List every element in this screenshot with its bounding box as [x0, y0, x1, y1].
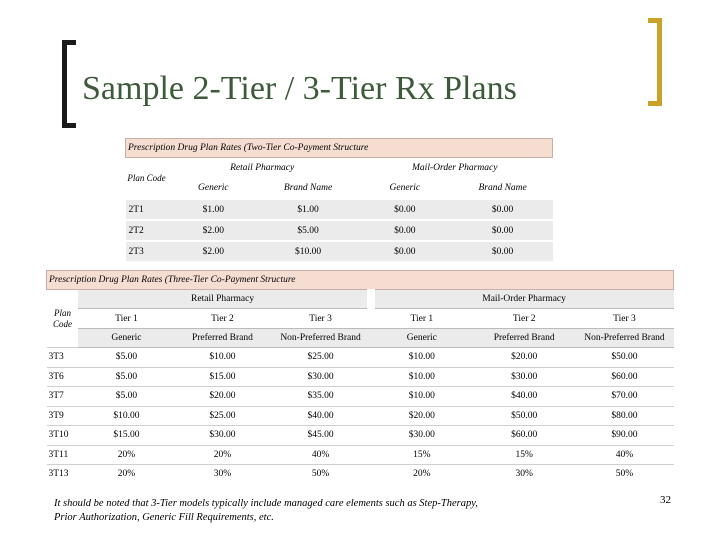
two-tier-sub-header: Brand Name	[259, 178, 357, 199]
rate-cell: $50.00	[575, 348, 673, 368]
two-tier-mail-header: Mail-Order Pharmacy	[357, 158, 553, 179]
three-tier-retail-header: Retail Pharmacy	[78, 290, 370, 309]
rate-cell: $40.00	[270, 406, 370, 426]
tier-header: Tier 2	[174, 309, 270, 329]
table-row	[47, 367, 674, 387]
rate-cell: $70.00	[575, 387, 673, 407]
rate-cell: $25.00	[174, 406, 270, 426]
rate-cell: 30%	[473, 465, 575, 484]
tier-header: Tier 2	[473, 309, 575, 329]
rate-cell: 15%	[473, 445, 575, 465]
type-header: Generic	[78, 329, 174, 348]
slide-title: Sample 2-Tier / 3-Tier Rx Plans	[82, 70, 517, 107]
right-bracket-decoration	[648, 18, 662, 106]
three-tier-table	[46, 270, 674, 484]
rate-cell: 40%	[575, 445, 673, 465]
rate-cell: $5.00	[78, 348, 174, 368]
type-header: Generic	[371, 329, 473, 348]
rate-cell: $30.00	[473, 367, 575, 387]
two-tier-retail-header: Retail Pharmacy	[167, 158, 357, 179]
rate-cell: $1.00	[167, 199, 259, 220]
three-tier-mail-header: Mail-Order Pharmacy	[371, 290, 674, 309]
table-row	[126, 199, 553, 220]
left-bracket-decoration	[62, 40, 76, 128]
rate-cell: $40.00	[473, 387, 575, 407]
rate-cell: 20%	[78, 445, 174, 465]
rate-cell: $10.00	[78, 406, 174, 426]
rate-cell: 40%	[270, 445, 370, 465]
rate-cell: $10.00	[259, 241, 357, 261]
rate-cell: $90.00	[575, 426, 673, 446]
type-header: Preferred Brand	[473, 329, 575, 348]
rate-cell: $50.00	[473, 406, 575, 426]
plan-code-cell: 2T3	[126, 241, 168, 261]
rate-cell: $30.00	[270, 367, 370, 387]
rate-cell: $10.00	[371, 387, 473, 407]
table-row	[47, 465, 674, 484]
rate-cell: $80.00	[575, 406, 673, 426]
rate-cell: $5.00	[259, 220, 357, 241]
plan-code-cell: 3T3	[47, 348, 79, 368]
rate-cell: $0.00	[357, 199, 453, 220]
table-row	[126, 220, 553, 241]
table-row	[47, 387, 674, 407]
rate-cell: $0.00	[453, 241, 553, 261]
two-tier-caption: Prescription Drug Plan Rates (Two-Tier Co-Payment Structure	[126, 139, 553, 158]
type-header: Non-Preferred Brand	[575, 329, 673, 348]
rate-cell: $2.00	[167, 220, 259, 241]
plan-code-cell: 3T9	[47, 406, 79, 426]
rate-cell: 30%	[174, 465, 270, 484]
tier-header: Tier 3	[270, 309, 370, 329]
rate-cell: $35.00	[270, 387, 370, 407]
type-header: Preferred Brand	[174, 329, 270, 348]
rate-cell: $15.00	[78, 426, 174, 446]
table-row	[126, 241, 553, 261]
rate-cell: $5.00	[78, 387, 174, 407]
plan-code-cell: 2T2	[126, 220, 168, 241]
table-row	[47, 445, 674, 465]
rate-cell: $25.00	[270, 348, 370, 368]
plan-code-cell: 3T10	[47, 426, 79, 446]
table-row	[47, 426, 674, 446]
rate-cell: $15.00	[174, 367, 270, 387]
rate-cell: $0.00	[453, 199, 553, 220]
rate-cell: 50%	[575, 465, 673, 484]
rate-cell: $10.00	[371, 348, 473, 368]
plan-code-cell: 3T13	[47, 465, 79, 484]
rate-cell: $10.00	[174, 348, 270, 368]
type-header: Non-Preferred Brand	[270, 329, 370, 348]
plan-code-cell: 3T7	[47, 387, 79, 407]
rate-cell: $60.00	[473, 426, 575, 446]
rate-cell: 20%	[371, 465, 473, 484]
rate-cell: $20.00	[371, 406, 473, 426]
rate-cell: $45.00	[270, 426, 370, 446]
rate-cell: $5.00	[78, 367, 174, 387]
rate-cell: $0.00	[453, 220, 553, 241]
rate-cell: 20%	[174, 445, 270, 465]
two-tier-sub-header: Generic	[167, 178, 259, 199]
plan-code-cell: 3T6	[47, 367, 79, 387]
tier-header: Tier 1	[78, 309, 174, 329]
rate-cell: $30.00	[174, 426, 270, 446]
plan-code-cell: 3T11	[47, 445, 79, 465]
rate-cell: 50%	[270, 465, 370, 484]
three-tier-caption: Prescription Drug Plan Rates (Three-Tier Co-Payment Structure	[47, 271, 674, 290]
rate-cell: $30.00	[371, 426, 473, 446]
table-row	[47, 406, 674, 426]
two-tier-table	[125, 138, 553, 261]
rate-cell: $0.00	[357, 220, 453, 241]
two-tier-sub-header: Generic	[357, 178, 453, 199]
tier-header: Tier 3	[575, 309, 673, 329]
rate-cell: $20.00	[473, 348, 575, 368]
tier-header: Tier 1	[371, 309, 473, 329]
rate-cell: $2.00	[167, 241, 259, 261]
two-tier-sub-header: Brand Name	[453, 178, 553, 199]
two-tier-plan-code-header: Plan Code	[126, 158, 168, 200]
rate-cell: 20%	[78, 465, 174, 484]
rate-cell: $60.00	[575, 367, 673, 387]
page-number: 32	[660, 494, 671, 506]
footnote: It should be noted that 3-Tier models typically include managed care elements such as Step-Therapy, Prior Authorization, Generic Fill Requirements, etc.	[54, 498, 478, 524]
rate-cell: 15%	[371, 445, 473, 465]
three-tier-plan-code-header: Plan Code	[47, 290, 79, 348]
rate-cell: $1.00	[259, 199, 357, 220]
plan-code-cell: 2T1	[126, 199, 168, 220]
rate-cell: $20.00	[174, 387, 270, 407]
table-row	[47, 348, 674, 368]
rate-cell: $0.00	[357, 241, 453, 261]
rate-cell: $10.00	[371, 367, 473, 387]
